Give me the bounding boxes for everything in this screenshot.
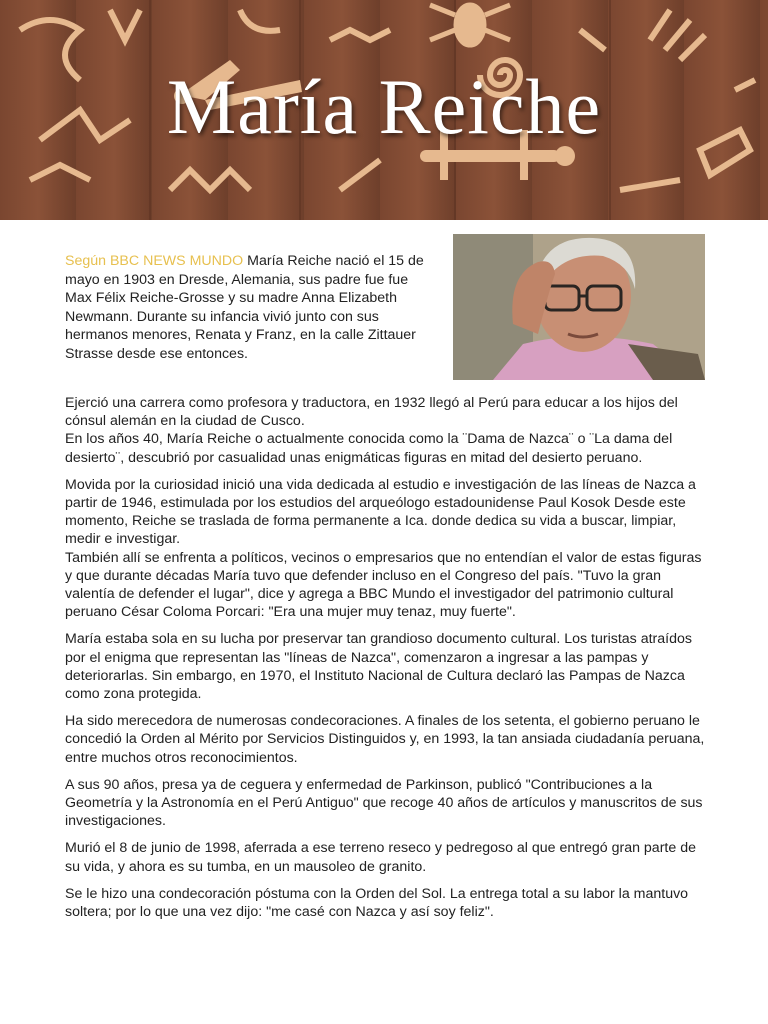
paragraph-line: María estaba sola en su lucha por preservar tan grandioso documento cultural. Los turistas atraídos por el enigma que representan las "líneas de Nazca", comenzaron a ingresar a las pampas y deteriorarlas. Sin embargo, en 1970, el Instituto Nacional de Cultura declaró las Pampas de Nazca como zona protegida. [65, 631, 692, 703]
page-title: María Reiche [166, 63, 602, 150]
paragraph-line: Ejerció una carrera como profesora y traductora, en 1932 llegó al Perú para educar a los hijos del cónsul alemán en la ciudad de Cusco. [65, 395, 678, 430]
paragraph-publication [65, 776, 705, 831]
paragraph-honors [65, 712, 705, 767]
source-attribution: Según BBC NEWS MUNDO [65, 253, 244, 269]
paragraph-death [65, 839, 705, 875]
paragraph-career [65, 394, 705, 467]
paragraph-preservation [65, 630, 705, 703]
header-banner [0, 0, 768, 220]
article-body [65, 394, 705, 930]
paragraph-line: A sus 90 años, presa ya de ceguera y enfermedad de Parkinson, publicó "Contribuciones a la Geometría y la Astronomía en el Perú Antiguo" que recoge 40 años de artículos y manuscritos de sus investigaciones. [65, 776, 703, 830]
spider-glyph-icon [430, 5, 510, 45]
portrait-illustration [453, 234, 705, 380]
paragraph-line: Movida por la curiosidad inició una vida dedicada al estudio e investigación de las líneas de Nazca a partir de 1946, estimulada por los estudios del arqueólogo estadounidense Paul Kosok Desde este momento, Reiche se traslada de forma permanente a Ica. donde dedica su vida a buscar, limpiar, medir e investigar. [65, 476, 696, 548]
paragraph-line: También allí se enfrenta a políticos, vecinos o empresarios que no entendían el valor de estas figuras y que durante décadas María tuvo que defender incluso en el Congreso del país. "Tuvo la gran valentía de defender el lugar", dice y agrega a BBC Mundo el investigador del patrimonio cultural peruano César Coloma Porcari: "Era una mujer muy tenaz, muy fuerte". [65, 549, 702, 621]
intro-paragraph [65, 252, 430, 364]
paragraph-line: En los años 40, María Reiche o actualmente conocida como la ¨Dama de Nazca¨ o ¨La dama del desierto¨, descubrió por casualidad unas enigmáticas figuras en mitad del desierto peruano. [65, 431, 673, 466]
intro-text: María Reiche nació el 15 de mayo en 1903 en Dresde, Alemania, sus padre fue fue Max Félix Reiche-Grosse y su madre Anna Elizabeth Newmann. Durante su infancia vivió junto con sus hermanos menores, Renata y Franz, en la calle Zittauer Strasse desde ese entonces. [65, 253, 424, 362]
paragraph-line: Murió el 8 de junio de 1998, aferrada a ese terreno reseco y pedregoso al que entregó gran parte de su vida, y ahora es su tumba, en un mausoleo de granito. [65, 840, 696, 875]
paragraph-line: Se le hizo una condecoración póstuma con la Orden del Sol. La entrega total a su labor la mantuvo soltera; por lo que una vez dijo: "me casé con Nazca y así soy feliz". [65, 885, 689, 921]
paragraph-line: Ha sido merecedora de numerosas condecoraciones. A finales de los setenta, el gobierno peruano le concedió la Orden al Mérito por Servicios Distinguidos y, en 1993, la tan ansiada ciudadanía peruana, entre muchos otros reconocimientos. [65, 713, 705, 766]
portrait-photo [453, 234, 705, 380]
paragraph-research [65, 476, 705, 622]
paragraph-legacy [65, 885, 705, 921]
